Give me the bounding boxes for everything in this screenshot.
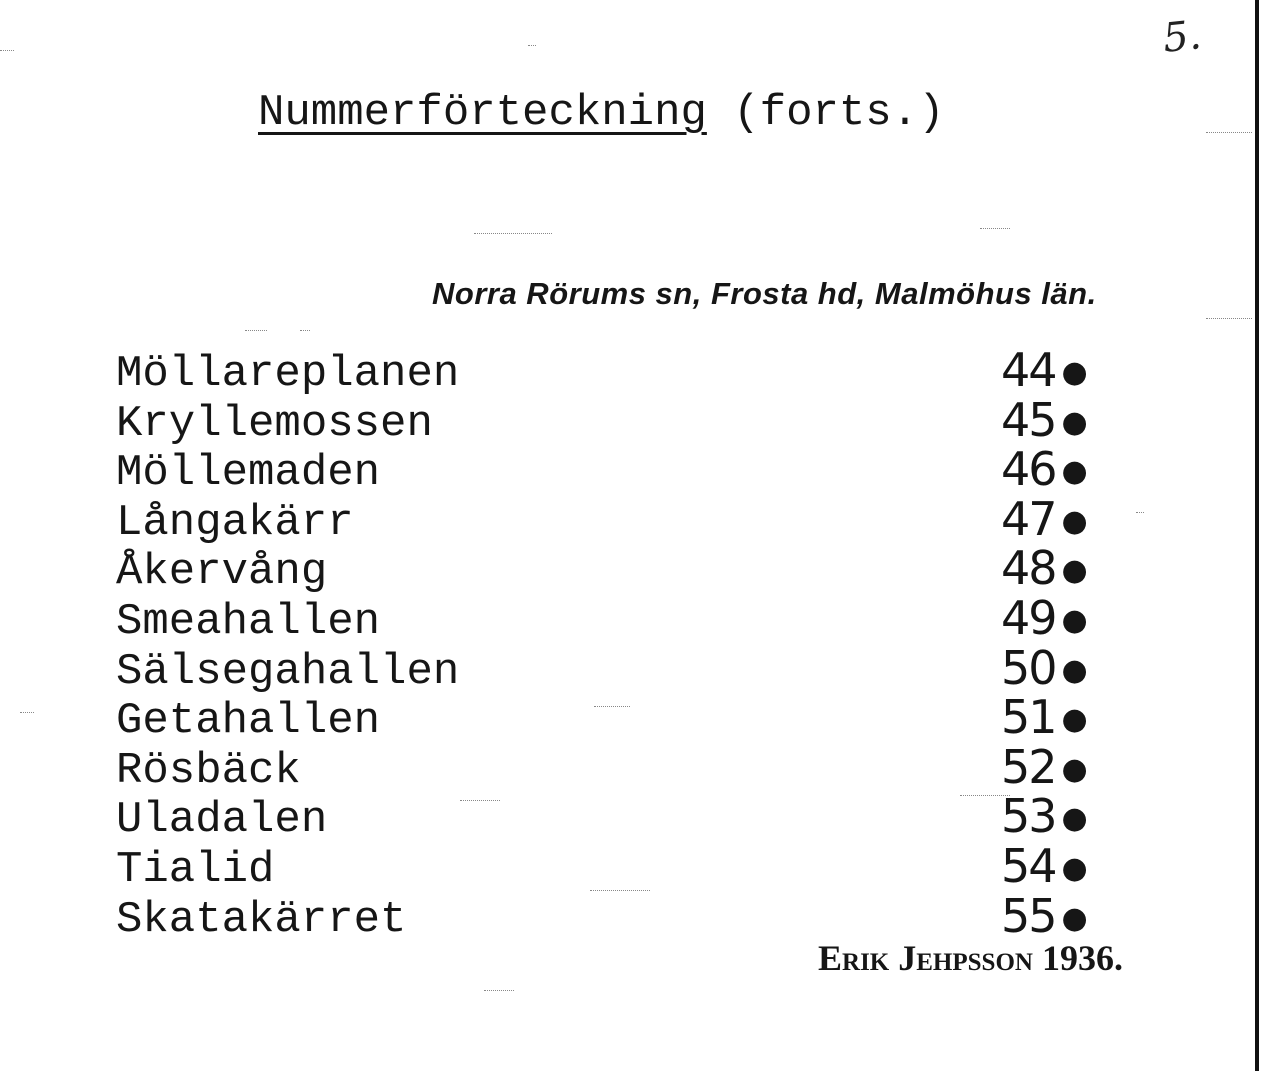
place-number: 44 ● xyxy=(1001,343,1086,397)
place-name: Åkervång xyxy=(116,547,328,598)
scan-speck xyxy=(0,50,14,51)
place-number-value: 47 xyxy=(1001,491,1056,546)
place-number: 52 ● xyxy=(1001,739,1086,794)
place-number-value: 55 xyxy=(1001,888,1056,943)
place-number: 54 ● xyxy=(1001,838,1086,893)
document-title xyxy=(258,88,945,138)
place-number: 53 ● xyxy=(1001,789,1086,844)
place-name: Möllareplanen xyxy=(116,349,460,399)
list-item xyxy=(116,491,1116,548)
scan-speck xyxy=(1206,318,1252,319)
place-number: 48 ● xyxy=(1001,541,1086,596)
page-edge-shadow xyxy=(1255,0,1259,1071)
author-signature: Erik Jehpsson 1936. xyxy=(818,938,1123,978)
title-suffix: (forts.) xyxy=(706,88,945,138)
list-item xyxy=(116,343,1116,399)
title-main: Nummerförteckning xyxy=(258,88,707,138)
place-number-value: 54 xyxy=(1001,838,1056,893)
page-number: 5. xyxy=(1160,12,1204,62)
place-number-value: 48 xyxy=(1001,541,1056,596)
scan-speck xyxy=(20,712,34,713)
place-name: Smeahallen xyxy=(116,596,381,647)
scan-speck xyxy=(980,228,1010,229)
place-number: 55 ● xyxy=(1001,888,1086,943)
place-name: Kryllemossen xyxy=(116,398,433,449)
list-item xyxy=(116,640,1116,697)
place-name: Rösbäck xyxy=(116,745,301,796)
place-number-value: 53 xyxy=(1001,789,1056,844)
place-name: Möllemaden xyxy=(116,448,381,499)
scan-speck xyxy=(1206,132,1252,133)
list-item xyxy=(116,590,1116,647)
place-name: Långakärr xyxy=(116,497,354,548)
scan-speck xyxy=(528,45,536,46)
place-number-value: 49 xyxy=(1001,590,1056,645)
list-item xyxy=(116,690,1116,747)
place-name: Uladalen xyxy=(116,795,328,846)
scan-speck xyxy=(300,330,310,331)
place-number-value: 45 xyxy=(1001,392,1056,447)
scan-speck xyxy=(484,990,514,991)
list-item xyxy=(116,789,1116,846)
place-name: Tialid xyxy=(116,844,275,895)
place-number: 50 ● xyxy=(1001,640,1086,695)
place-number: 46 ● xyxy=(1001,442,1086,497)
scan-speck xyxy=(245,330,267,331)
place-number-value: 50 xyxy=(1001,640,1056,695)
scan-speck xyxy=(1136,512,1144,513)
list-item xyxy=(116,541,1116,598)
list-item xyxy=(116,392,1116,449)
place-number-value: 52 xyxy=(1001,739,1056,794)
parish-subtitle: Norra Rörums sn, Frosta hd, Malmöhus län. xyxy=(432,276,1097,311)
place-number-value: 44 xyxy=(1001,343,1056,397)
place-name: Getahallen xyxy=(116,696,381,747)
place-name: Sälsegahallen xyxy=(116,646,460,697)
place-name-list xyxy=(116,343,1116,945)
list-item xyxy=(116,739,1116,796)
list-item xyxy=(116,442,1116,499)
list-item xyxy=(116,888,1116,945)
place-number-value: 46 xyxy=(1001,442,1056,497)
place-number: 45 ● xyxy=(1001,392,1086,447)
place-number: 49 ● xyxy=(1001,590,1086,645)
place-name: Skatakärret xyxy=(116,894,407,945)
scan-speck xyxy=(474,233,552,234)
list-item xyxy=(116,838,1116,895)
place-number: 51 ● xyxy=(1001,690,1086,745)
place-number-value: 51 xyxy=(1001,690,1056,745)
place-number: 47 ● xyxy=(1001,491,1086,546)
